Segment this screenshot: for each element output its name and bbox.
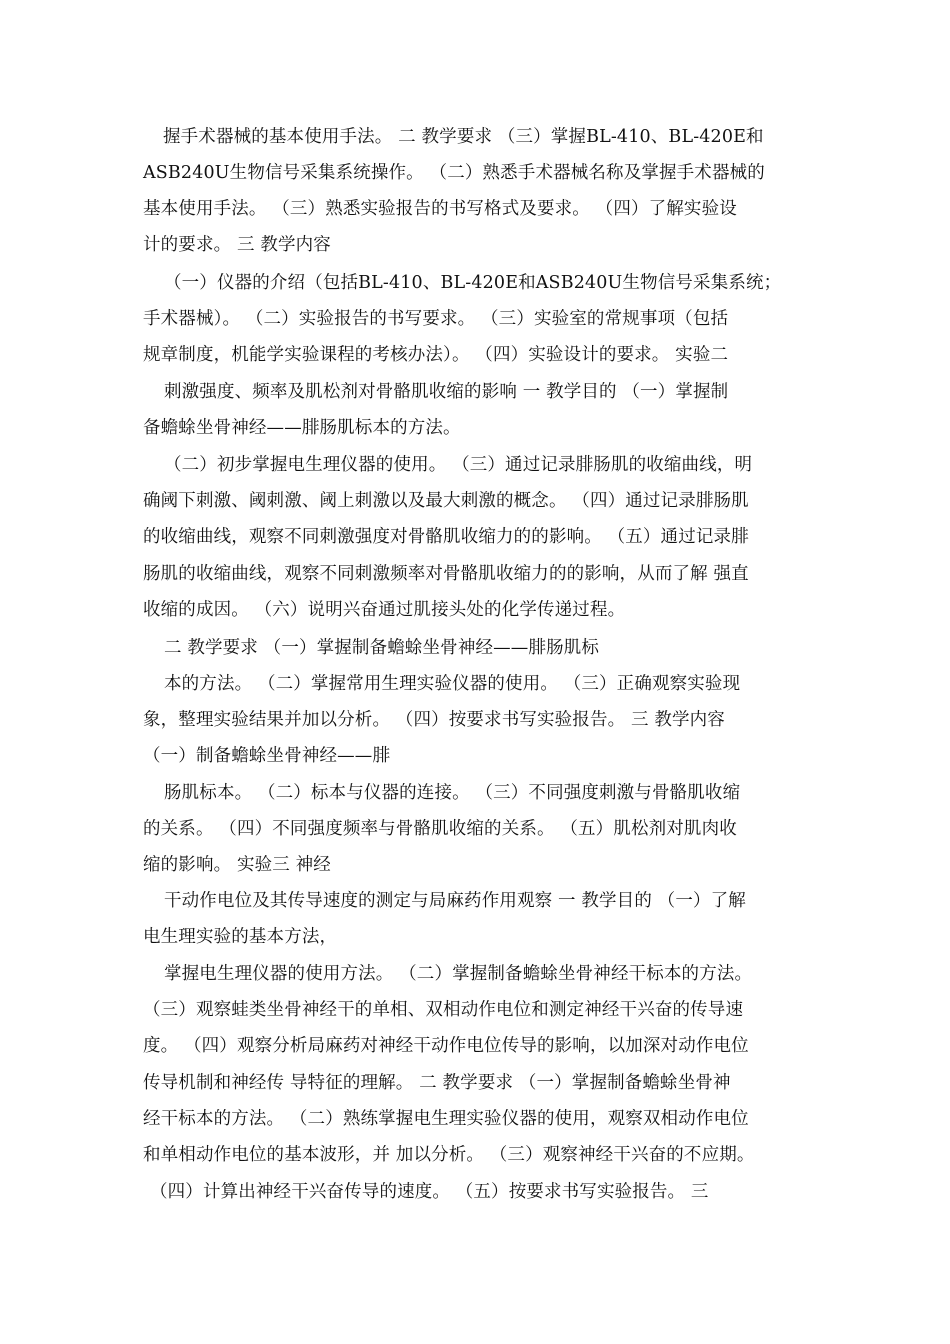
text-line: 象，整理实验结果并加以分析。 （四）按要求书写实验报告。 三 教学内容 <box>143 710 725 730</box>
text-line: 掌握电生理仪器的使用方法。 （二）掌握制备蟾蜍坐骨神经干标本的方法。 <box>164 964 753 984</box>
text-line: （二）初步掌握电生理仪器的使用。 （三）通过记录腓肠肌的收缩曲线，明 <box>164 455 753 475</box>
text-line: （一）制备蟾蜍坐骨神经——腓 <box>143 746 391 766</box>
text-line: 经干标本的方法。 （二）熟练掌握电生理实验仪器的使用，观察双相动作电位 <box>143 1109 749 1129</box>
text-line: 二 教学要求 （一）掌握制备蟾蜍坐骨神经——腓肠肌标 <box>164 638 600 658</box>
text-line: 的关系。 （四）不同强度频率与骨骼肌收缩的关系。 （五）肌松剂对肌肉收 <box>143 819 737 839</box>
text-line: （一）仪器的介绍（包括BL-410、BL-420E和ASB240U生物信号采集系统； <box>164 273 782 293</box>
text-line: ASB240U生物信号采集系统操作。 （二）熟悉手术器械名称及掌握手术器械的 <box>143 163 765 183</box>
text-line: （四）计算出神经干兴奋传导的速度。 （五）按要求书写实验报告。 三 <box>150 1182 709 1202</box>
text-line: 的收缩曲线，观察不同刺激强度对骨骼肌收缩力的的影响。 （五）通过记录腓 <box>143 527 749 547</box>
text-line: 和单相动作电位的基本波形，并 加以分析。 （三）观察神经干兴奋的不应期。 <box>143 1145 755 1165</box>
text-line: 传导机制和神经传 导特征的理解。 二 教学要求 （一）掌握制备蟾蜍坐骨神 <box>143 1073 731 1093</box>
text-line: 刺激强度、频率及肌松剂对骨骼肌收缩的影响 一 教学目的 （一）掌握制 <box>164 382 729 402</box>
text-line: 规章制度，机能学实验课程的考核办法）。 （四）实验设计的要求。 实验二 <box>143 345 729 365</box>
text-line: 缩的影响。 实验三 神经 <box>143 855 331 875</box>
text-line: （三）观察蛙类坐骨神经干的单相、双相动作电位和测定神经干兴奋的传导速 <box>143 1000 744 1020</box>
text-line: 手术器械）。 （二）实验报告的书写要求。 （三）实验室的常规事项（包括 <box>143 309 729 329</box>
text-line: 电生理实验的基本方法， <box>143 927 338 947</box>
text-line: 收缩的成因。 （六）说明兴奋通过肌接头处的化学传递过程。 <box>143 600 626 620</box>
text-line: 确阈下刺激、阈刺激、阈上刺激以及最大刺激的概念。 （四）通过记录腓肠肌 <box>143 491 749 511</box>
text-line: 基本使用手法。 （三）熟悉实验报告的书写格式及要求。 （四）了解实验设 <box>143 199 737 219</box>
text-line: 本的方法。 （二）掌握常用生理实验仪器的使用。 （三）正确观察实验现 <box>164 674 741 694</box>
text-line: 干动作电位及其传导速度的测定与局麻药作用观察 一 教学目的 （一）了解 <box>164 891 746 911</box>
text-line: 肠肌的收缩曲线，观察不同刺激频率对骨骼肌收缩力的的影响，从而了解 强直 <box>143 564 749 584</box>
text-line: 计的要求。 三 教学内容 <box>143 235 331 255</box>
text-line: 肠肌标本。 （二）标本与仪器的连接。 （三）不同强度刺激与骨骼肌收缩 <box>164 783 741 803</box>
text-line: 备蟾蜍坐骨神经——腓肠肌标本的方法。 <box>143 418 461 438</box>
text-line: 度。 （四）观察分析局麻药对神经干动作电位传导的影响，以加深对动作电位 <box>143 1036 749 1056</box>
text-line: 握手术器械的基本使用手法。 二 教学要求 （三）掌握BL-410、BL-420E和 <box>163 127 764 147</box>
